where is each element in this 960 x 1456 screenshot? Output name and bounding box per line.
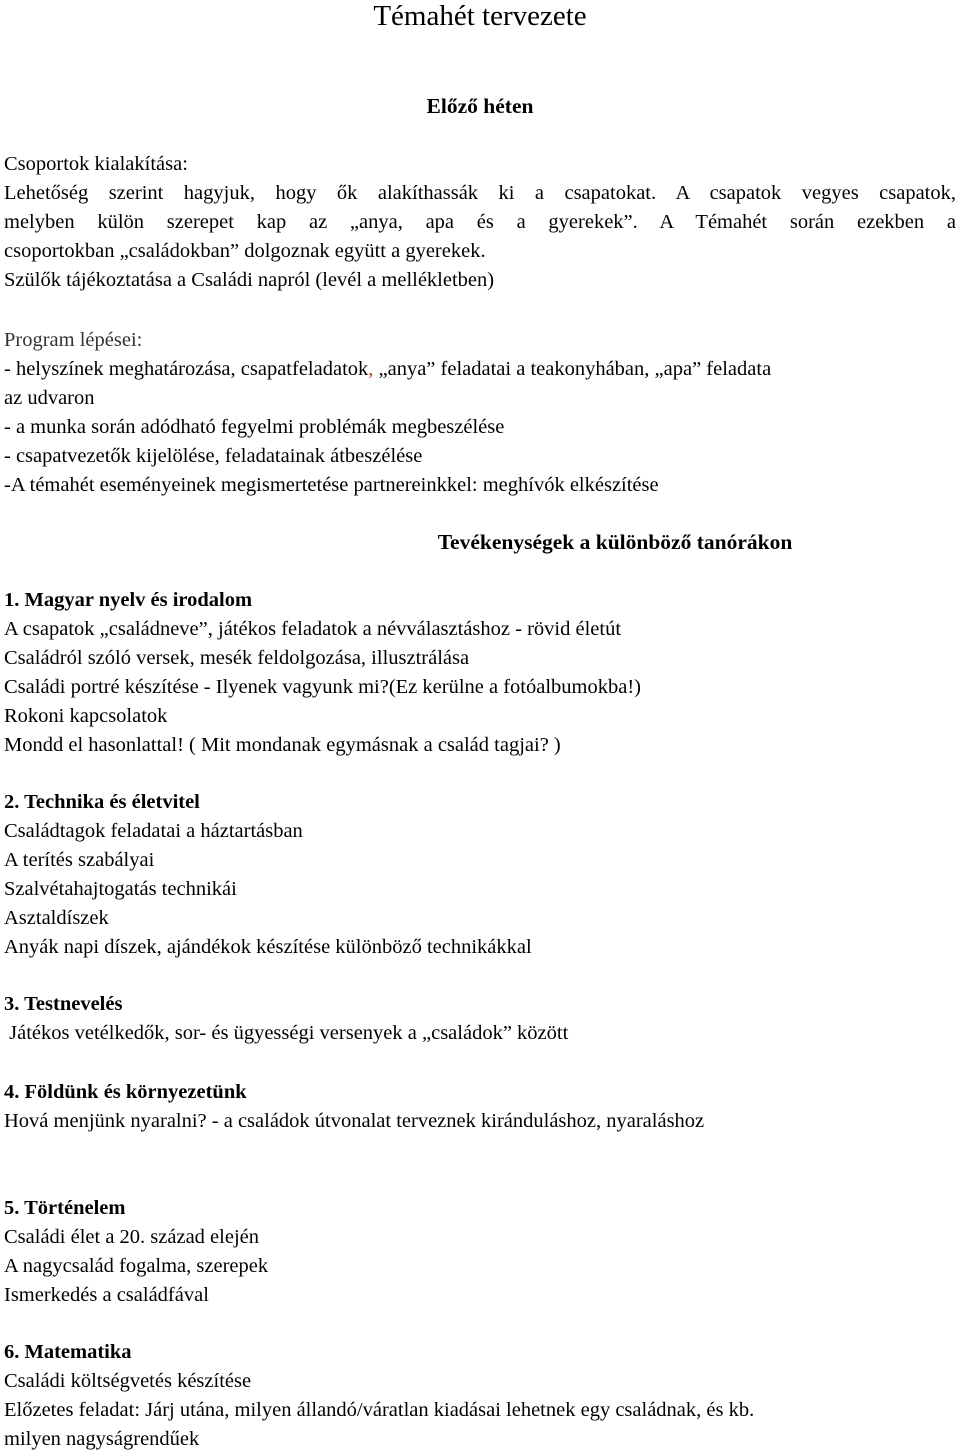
subject-section-4: [4, 1078, 956, 1136]
subject-title: 5. Történelem: [4, 1197, 126, 1219]
group-label: Csoportok kialakítása:: [4, 153, 188, 175]
subject-section-1: [4, 586, 956, 760]
subject-item: Családtagok feladatai a háztartásban: [4, 820, 303, 842]
program-step-2: - a munka során adódható fegyelmi problémák megbeszélése: [4, 416, 505, 438]
groups-section: [4, 150, 956, 295]
subject-title: 1. Magyar nyelv és irodalom: [4, 589, 253, 611]
program-label: Program lépései:: [4, 329, 143, 351]
subject-item: Családi élet a 20. század elején: [4, 1226, 259, 1248]
page-title: Témahét tervezete: [373, 0, 587, 32]
subject-item: Ismerkedés a családfával: [4, 1284, 209, 1306]
subject-item: A terítés szabályai: [4, 849, 155, 871]
subject-item: Szalvétahajtogatás technikái: [4, 878, 237, 900]
subject-item: Anyák napi díszek, ajándékok készítése különböző technikákkal: [4, 936, 532, 958]
subject-title: 2. Technika és életvitel: [4, 791, 200, 813]
group-line-3: csoportokban „családokban” dolgoznak együtt a gyerekek.: [4, 240, 486, 262]
subject-title: 3. Testnevelés: [4, 993, 123, 1015]
subject-item: Játékos vetélkedők, sor- és ügyességi versenyek a „családok” között: [4, 1022, 569, 1044]
parents-info: Szülők tájékoztatása a Családi napról (levél a mellékletben): [4, 269, 495, 291]
subject-item: milyen nagyságrendűek: [4, 1428, 200, 1450]
subject-section-3: [4, 990, 956, 1048]
program-step-1-a: - helyszínek meghatározása, csapatfeladatok: [4, 358, 369, 380]
subject-item: Családi költségvetés készítése: [4, 1370, 252, 1392]
program-step-3: - csapatvezetők kijelölése, feladatainak átbeszélése: [4, 445, 423, 467]
subject-section-6: [4, 1338, 956, 1454]
subject-item: Mondd el hasonlattal! ( Mit mondanak egymásnak a család tagjai? ): [4, 734, 561, 756]
program-step-1-b: „anya” feladatai a teakonyhában, „apa” feladata: [373, 358, 772, 380]
program-section: [4, 326, 956, 500]
subject-item: Családi portré készítése - Ilyenek vagyunk mi?(Ez kerülne a fotóalbumokba!): [4, 676, 641, 698]
group-line-1: Lehetőség szerint hagyjuk, hogy ők alakíthassák ki a csapatokat. A csapatok vegyes csapatok,: [4, 182, 956, 204]
subject-item: Asztaldíszek: [4, 907, 109, 929]
program-step-1-cont: az udvaron: [4, 387, 95, 409]
subject-item: A csapatok „családneve”, játékos feladatok a névválasztáshoz - rövid életút: [4, 618, 622, 640]
activities-heading: Tevékenységek a különböző tanórákon: [437, 530, 793, 554]
subject-item: Rokoni kapcsolatok: [4, 705, 168, 727]
subject-item: Előzetes feladat: Járj utána, milyen állandó/váratlan kiadásai lehetnek egy családnak, és kb.: [4, 1399, 755, 1421]
group-line-2: melyben külön szerepet kap az „anya, apa és a gyerekek”. A Témahét során ezekben a: [4, 211, 956, 233]
program-step-1-comma: ,: [368, 358, 374, 380]
subject-title: 6. Matematika: [4, 1341, 132, 1363]
subject-title: 4. Földünk és környezetünk: [4, 1081, 247, 1103]
subject-item: Családról szóló versek, mesék feldolgozása, illusztrálása: [4, 647, 470, 669]
prev-week-heading: Előző héten: [426, 94, 534, 118]
subject-section-5: [4, 1194, 956, 1310]
subject-item: Hová menjünk nyaralni? - a családok útvonalat terveznek kiránduláshoz, nyaraláshoz: [4, 1110, 705, 1132]
program-step-1: [4, 355, 956, 384]
subject-item: A nagycsalád fogalma, szerepek: [4, 1255, 269, 1277]
subject-section-2: [4, 788, 956, 962]
program-step-4: -A témahét eseményeinek megismertetése partnereinkkel: meghívók elkészítése: [4, 474, 659, 496]
